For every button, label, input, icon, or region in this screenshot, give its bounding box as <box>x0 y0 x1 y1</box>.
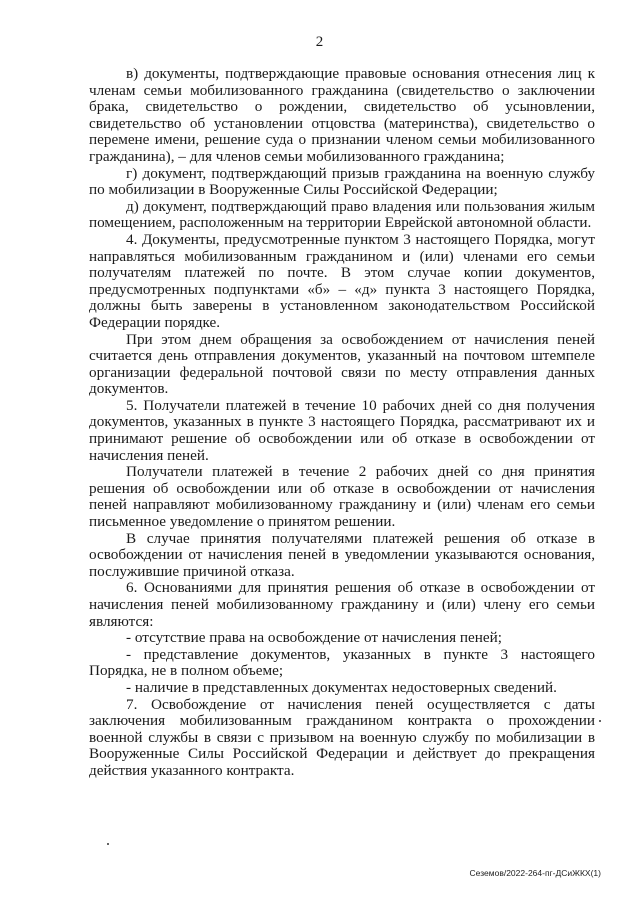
text-line: документов, указанных в пункте 3 настоящего Порядка, рассматривают их и <box>89 413 595 431</box>
text-line: Получатели платежей в течение 2 рабочих дней со дня принятия <box>126 463 595 481</box>
text-line: В случае принятия получателями платежей решения об отказе в <box>126 529 595 547</box>
text-line: считается день отправления документов, указанный на почтовом штемпеле <box>89 347 595 365</box>
text-line: д) документ, подтверждающий право владения или пользования жилым <box>126 197 595 215</box>
text-line: 4. Документы, предусмотренные пунктом 3 настоящего Порядка, могут <box>126 230 595 248</box>
text-line: решения об освобождении или об отказе в освобождении от начисления <box>89 479 595 497</box>
text-line: г) документ, подтверждающий призыв гражданина на военную службу <box>126 164 595 182</box>
text-line: пеней направляют мобилизованному гражданину и (или) членам его семьи <box>89 496 595 514</box>
text-line: должны быть заверены в установленном законодательством Российской <box>89 297 595 315</box>
text-line: организации федеральной почтовой связи по месту отправления данных <box>89 363 595 381</box>
text-line: - представление документов, указанных в пункте 3 настоящего <box>126 645 595 663</box>
text-line: перемене имени, решение суда о признании членом семьи мобилизованного <box>89 131 595 149</box>
text-line: брака, свидетельство о рождении, свидетельство об усыновлении, <box>89 98 595 116</box>
text-line: свидетельство об установлении отцовства (материнства), свидетельство о <box>89 114 595 132</box>
text-line: принимают решение об освобождении или об отказе в освобождении от <box>89 430 595 448</box>
text-line: освобождении от начисления пеней в уведомлении указываются основания, <box>89 546 595 564</box>
text-line: письменное уведомление о принятом решении. <box>89 513 396 531</box>
text-line: по мобилизации в Вооруженные Силы Российской Федерации; <box>89 181 498 199</box>
text-line: получателям платежей по почте. В этом случае копии документов, <box>89 264 595 282</box>
text-line: - наличие в представленных документах недостоверных сведений. <box>126 678 557 696</box>
text-line: документов. <box>89 380 169 398</box>
page-number: 2 <box>315 34 324 50</box>
text-line: заключения мобилизованным гражданином контракта о прохождении <box>89 712 595 730</box>
text-line: начисления пеней мобилизованному гражданину и (или) члену его семьи <box>89 596 595 613</box>
text-line: Порядка, не в полном объеме; <box>89 662 284 680</box>
text-line: 7. Освобождение от начисления пеней осуществляется с даты <box>126 695 595 713</box>
text-line: являются: <box>89 612 154 630</box>
text-line: 6. Основаниями для принятия решения об отказе в освобождении от <box>126 579 595 597</box>
text-line: в) документы, подтверждающие правовые основания отнесения лиц к <box>126 65 595 82</box>
text-line: членам семьи мобилизованного гражданина (свидетельство о заключении <box>89 81 595 99</box>
text-line: действия указанного контракта. <box>89 761 295 779</box>
scan-speck <box>107 843 109 845</box>
text-line: - отсутствие права на освобождение от начисления пеней; <box>126 629 502 647</box>
scan-speck <box>599 720 601 722</box>
text-line: 5. Получатели платежей в течение 10 рабочих дней со дня получения <box>126 396 595 414</box>
text-line: начисления пеней. <box>89 446 209 464</box>
text-line: предусмотренных подпунктами «б» – «д» пункта 3 настоящего Порядка, <box>89 280 595 298</box>
text-line: направляться мобилизованным гражданином и (или) членами его семьи <box>89 247 595 265</box>
text-line: При этом днем обращения за освобождением от начисления пеней <box>126 330 595 348</box>
text-line: послужившие причиной отказа. <box>89 562 295 580</box>
document-body <box>89 66 595 780</box>
text-line: Федерации порядке. <box>89 313 221 331</box>
document-code: Сеземов/2022-264-пг-ДСиЖКХ(1) <box>469 868 601 878</box>
text-line: помещением, расположенным на территории Еврейской автономной области. <box>89 214 592 232</box>
text-line: военной службы в связи с призывом на военную службу по мобилизации в <box>89 728 595 746</box>
text-line: гражданина), – для членов семьи мобилизованного гражданина; <box>89 147 505 165</box>
text-line: Вооруженные Силы Российской Федерации и действует до прекращения <box>89 745 595 763</box>
